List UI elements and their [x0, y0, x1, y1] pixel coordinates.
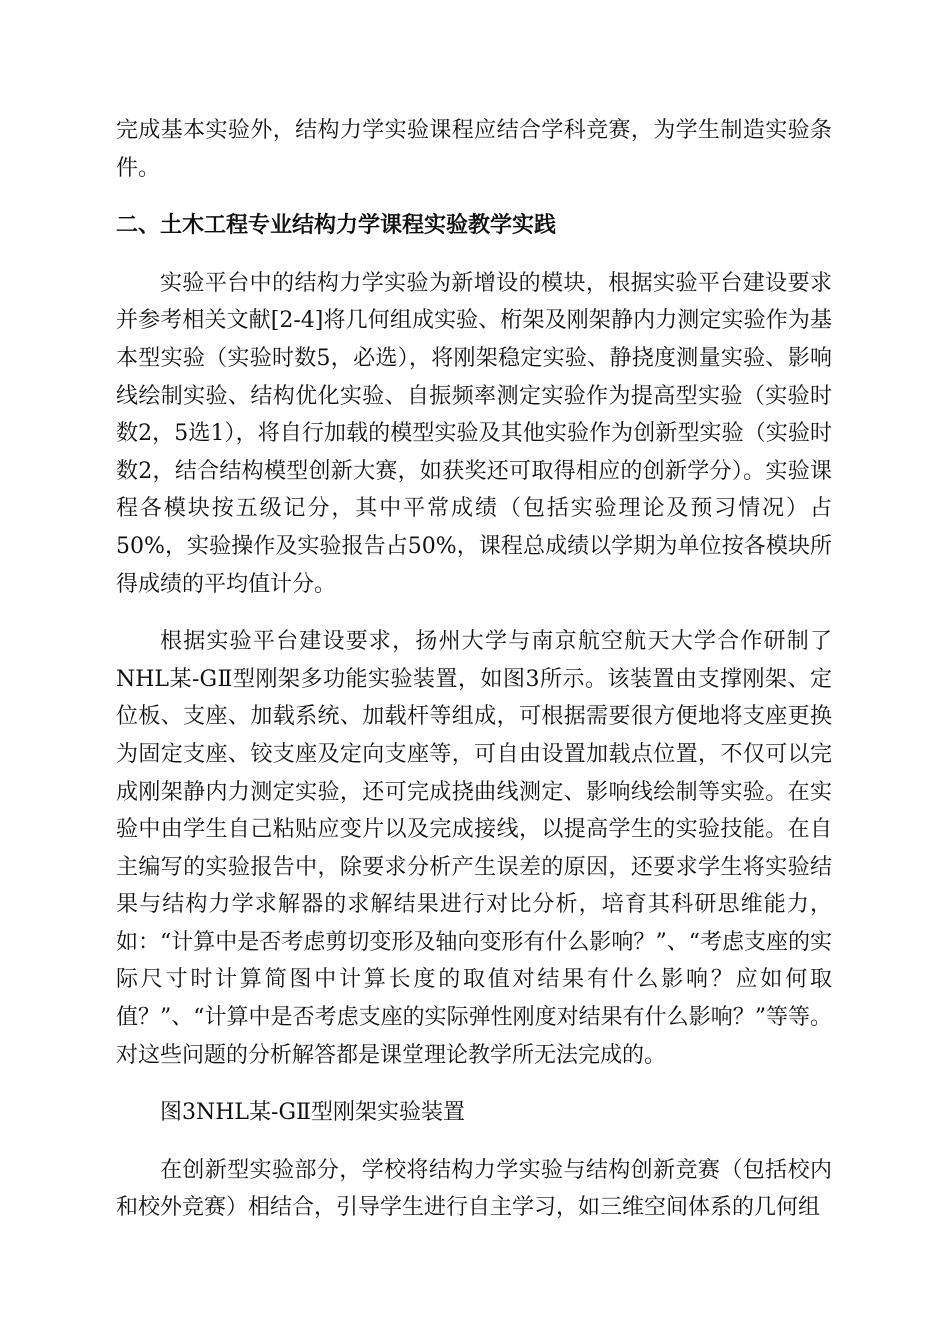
spacer [116, 245, 832, 265]
spacer [116, 1132, 832, 1152]
body-paragraph-2: 根据实验平台建设要求，扬州大学与南京航空航天大学合作研制了NHL某-GⅡ型刚架多功能实验装置，如图3所示。该装置由支撑刚架、定位板、支座、加载系统、加载杆等组成，可根据需要很方便地将支座更换为固定支座、铰支座及定向支座等，可自由设置加载点位置，不仅可以完成刚架静内力测定实验，还可完成挠曲线测定、影响线绘制等实验。在实验中由学生自己粘贴应变片以及完成接线，以提高学生的实验技能。在自主编写的实验报告中，除要求分析产生误差的原因，还要求学生将实验结果与结构力学求解器的求解结果进行对比分析，培育其科研思维能力，如：“计算中是否考虑剪切变形及轴向变形有什么影响？”、“考虑支座的实际尺寸时计算简图中计算长度的取值对结果有什么影响？应如何取值？”、“计算中是否考虑支座的实际弹性刚度对结果有什么影响？”等等。对这些问题的分析解答都是课堂理论教学所无法完成的。 [116, 629, 832, 1068]
spacer [116, 187, 832, 207]
section-heading: 二、土木工程专业结构力学课程实验教学实践 [116, 213, 557, 239]
figure-caption: 图3NHL某-GⅡ型刚架实验装置 [160, 1100, 466, 1126]
spacer [116, 603, 832, 623]
continuation-paragraph: 完成基本实验外，结构力学实验课程应结合学科竞赛，为学生制造实验条件。 [116, 118, 832, 181]
body-paragraph-1: 实验平台中的结构力学实验为新增设的模块，根据实验平台建设要求并参考相关文献[2-4]将几何组成实验、桁架及刚架静内力测定实验作为基本型实验（实验时数5，必选），将刚架稳定实验、静挠度测量实验、影响线绘制实验、结构优化实验、自振频率测定实验作为提高型实验（实验时数2，5选1），将自行加载的模型实验及其他实验作为创新型实验（实验时数2，结合结构模型创新大赛，如获奖还可取得相应的创新学分）。实验课程各模块按五级记分，其中平常成绩（包括实验理论及预习情况）占50%，实验操作及实验报告占50%，课程总成绩以学期为单位按各模块所得成绩的平均值计分。 [116, 270, 832, 597]
spacer [116, 1074, 832, 1094]
document-page [116, 112, 832, 1227]
body-paragraph-3: 在创新型实验部分，学校将结构力学实验与结构创新竞赛（包括校内和校外竞赛）相结合，引导学生进行自主学习，如三维空间体系的几何组 [116, 1157, 832, 1221]
